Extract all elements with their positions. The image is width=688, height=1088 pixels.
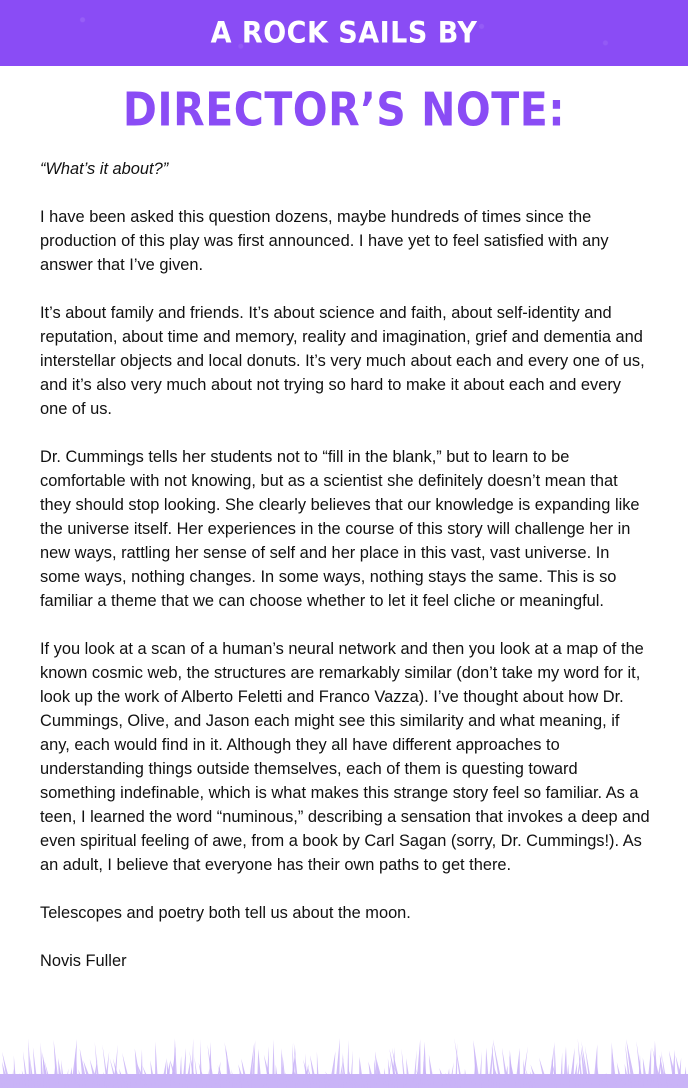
paragraph: I have been asked this question dozens, maybe hundreds of times since the production of this play was first announced. I have yet to feel satisfied with any answer that I’ve given. xyxy=(40,208,609,274)
grass-blade xyxy=(560,1053,563,1088)
grass-blade xyxy=(155,1042,158,1088)
grass-blade xyxy=(272,1040,275,1088)
paragraph: If you look at a scan of a human’s neural network and then you look at a map of the known cosmic web, the structures are remarkably similar (don’t take my word for it, look up the work of Alberto Feletti and Franco Vazza). I’ve thought about how Dr. Cummings, Olive, and Jason each might see this similarity and what meaning, if any, each would find in it. Although they all have different approaches to understanding things outside themselves, each of them is questing toward something indefinable, which is what makes this strange story feel so familiar. As a teen, I learned the word “numinous,” describing a sensation that invokes a deep and even spiritual feeling of awe, from a book by Carl Sagan (sorry, Dr. Cummings!). As an adult, I believe that everyone has their own paths to get there. xyxy=(40,640,650,874)
grass-blade xyxy=(596,1059,600,1088)
top-banner xyxy=(0,0,688,66)
note-body xyxy=(40,157,652,997)
grass-blade xyxy=(179,1056,182,1088)
grass-blade xyxy=(347,1040,349,1088)
grass-decoration xyxy=(0,1028,688,1088)
grass-blade xyxy=(647,1047,651,1088)
grass-blade xyxy=(485,1048,489,1088)
paragraph: Dr. Cummings tells her students not to “fill in the blank,” but to learn to be comfortable with not knowing, but as a scientist she definitely doesn’t mean that they should stop looking. She clearly believes that our knowledge is expanding like the universe itself. Her experiences in the course of this story will challenge her in new ways, rattling her sense of self and her place in this vast, vast universe. In some ways, nothing changes. In some ways, nothing stays the same. This is so familiar a theme that we can choose whether to let it feel cliche or meaningful. xyxy=(40,448,640,610)
opening-quote: “What’s it about?” xyxy=(40,160,169,178)
page-title: DIRECTOR’S NOTE: xyxy=(122,83,566,137)
signature: Novis Fuller xyxy=(40,952,127,970)
paragraph: Telescopes and poetry both tell us about the moon. xyxy=(40,904,411,922)
banner-title: A ROCK SAILS BY xyxy=(210,16,478,50)
paragraph: It’s about family and friends. It’s about science and faith, about self-identity and reputation, about time and memory, reality and imagination, grief and dementia and interstellar objects and local donuts. It’s very much about each and every one of us, and it’s also very much about not trying so hard to make it about each and every one of us. xyxy=(40,304,645,418)
